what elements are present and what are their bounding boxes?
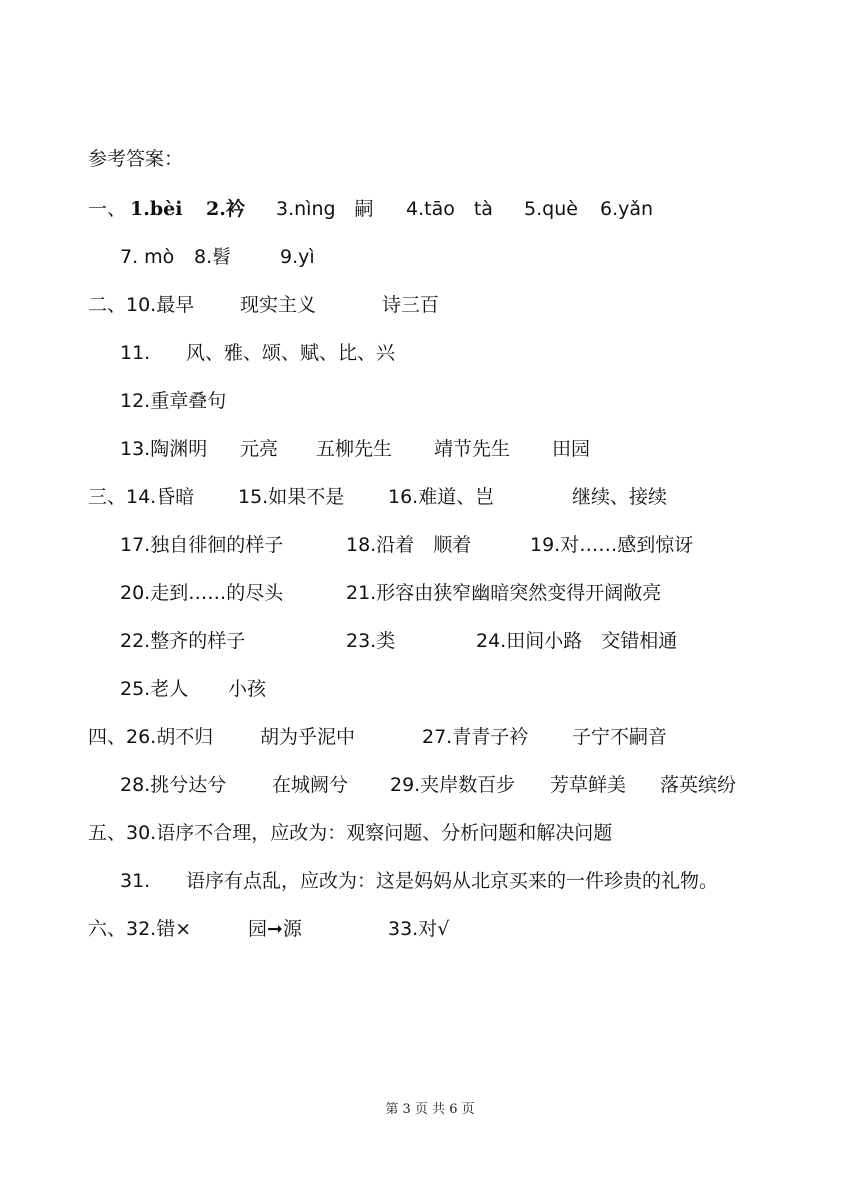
answer-item: 1.bèi [130, 198, 183, 220]
answer-item: 四、26.胡不归 [88, 726, 214, 748]
answer-item: 21.形容由狭窄幽暗突然变得开阔敞亮 [346, 582, 662, 604]
answer-item: 25.老人 [120, 678, 189, 700]
answer-item: 29.夹岸数百步 [390, 774, 516, 796]
answer-item: 六、32.错× [88, 918, 192, 940]
answer-item: 22.整齐的样子 [120, 630, 246, 652]
answer-item: 子宁不嗣音 [572, 726, 668, 748]
answer-item: 靖节先生 [434, 438, 511, 460]
answer-item: 芳草鲜美 [550, 774, 627, 796]
answer-item: 18.沿着 顺着 [346, 534, 472, 556]
answer-item: 23.类 [346, 630, 396, 652]
answer-item: 31. [120, 870, 151, 892]
answer-item: 12.重章叠句 [120, 390, 227, 412]
answer-item: 4.tāo tà [406, 198, 493, 220]
answer-item: 在城阙兮 [272, 774, 349, 796]
answer-item: 28.挑兮达兮 [120, 774, 227, 796]
answer-item: 现实主义 [240, 294, 317, 316]
answer-item: 17.独自徘徊的样子 [120, 534, 284, 556]
answer-item: 二、10.最早 [88, 294, 195, 316]
section-marker: 一、 [88, 198, 127, 220]
answer-item: 6.yǎn [600, 198, 654, 220]
answer-item: 33.对√ [388, 918, 450, 940]
answer-item: 风、雅、颂、赋、比、兴 [186, 342, 396, 364]
page-footer: 第 3 页 共 6 页 [385, 1102, 475, 1117]
answer-item: 田园 [552, 438, 591, 460]
answer-item: 元亮 [240, 438, 279, 460]
answer-item: 27.青青子衿 [422, 726, 529, 748]
answer-item: 11. [120, 342, 151, 364]
answer-item: 语序有点乱，应改为：这是妈妈从北京买来的一件珍贵的礼物。 [186, 870, 719, 892]
heading-text: 参考答案： [88, 148, 184, 170]
answer-item: 20.走到……的尽头 [120, 582, 284, 604]
answer-item: 2.衿 [206, 198, 245, 220]
answer-item: 继续、接续 [572, 486, 668, 508]
answer-item: 8.髫 [194, 246, 232, 268]
answer-item: 落英缤纷 [660, 774, 737, 796]
answer-item: 诗三百 [382, 294, 440, 316]
answer-item: 7. mò [120, 246, 175, 268]
answer-item: 三、14.昏暗 [88, 486, 195, 508]
answer-item: 19.对……感到惊讶 [530, 534, 694, 556]
answer-item: 9.yì [280, 246, 315, 268]
answer-item: 胡为乎泥中 [260, 726, 356, 748]
answer-item: 13.陶渊明 [120, 438, 208, 460]
answer-item: 五、30.语序不合理，应改为：观察问题、分析问题和解决问题 [88, 822, 613, 844]
answer-item: 24.田间小路 交错相通 [476, 630, 678, 652]
answer-item: 16.难道、岂 [388, 486, 495, 508]
answer-item: 五柳先生 [316, 438, 393, 460]
answer-item: 园➞源 [248, 918, 302, 940]
answer-item: 15.如果不是 [238, 486, 345, 508]
answer-item: 小孩 [228, 678, 267, 700]
answer-item: 3.nìng 嗣 [276, 198, 374, 220]
answer-item: 5.què [524, 198, 578, 220]
